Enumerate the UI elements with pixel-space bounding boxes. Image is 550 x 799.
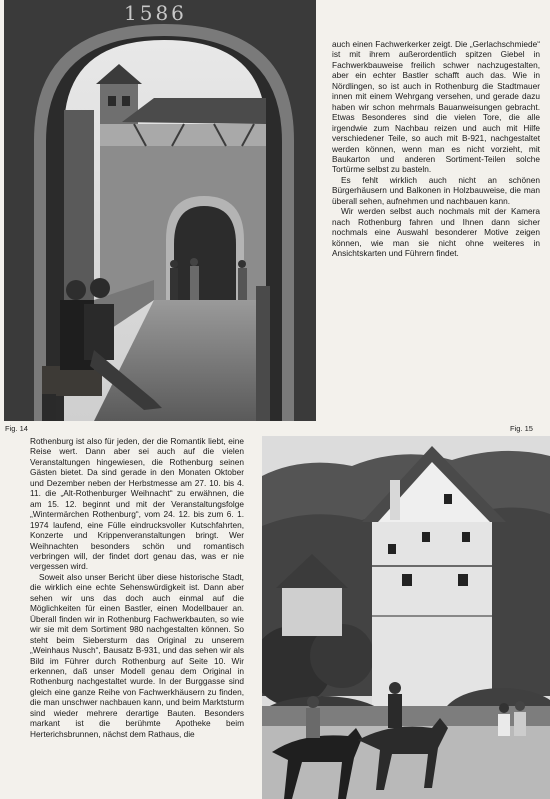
text-column-left — [30, 436, 244, 739]
tower-house-photo-illustration — [262, 436, 550, 799]
paragraph: Rothenburg ist also für jeden, der die Romantik liebt, eine Reise wert. Dann aber sei auch auf die vielen Veranstaltungen hingewiesen, die Rothenburg seinen Gästen bietet. Da sind gerade in den Monaten Oktober und Dezember neben der Herbstmesse am 27. 10. bis 4. 11. die „Alt-Rothenburger Weihnacht“ zu erwähnen, die am 15. 12. beginnt und mit der Veranstaltungsfolge „Wintermärchen Rothenburg“, vom 24. 12. bis zum 6. 1. 1974 laufend, eine Fülle eindrucksvoller Kutschfahrten, Konzerte und Krippenveranstaltungen bringt. Wer Weihnachten besonders schön und romantisch verbringen will, der findet dort genau das, was er nie vergessen wird. — [30, 436, 244, 572]
figure-14-caption: Fig. 14 — [5, 424, 28, 433]
paragraph: Wir werden selbst auch nochmals mit der Kamera nach Rothenburg fahren und Ihnen dann sicher nochmals eine Auswahl besonderer Motive zeigen können, wie man sie nicht ohne weiteres in Ansichtskarten und Führern findet. — [332, 206, 540, 259]
figure-14-gate-photo — [4, 0, 316, 421]
figure-15-tower-house-photo — [262, 436, 550, 799]
arch-date-inscription: 1586 — [124, 1, 187, 25]
gate-photo-illustration — [4, 0, 316, 421]
paragraph: Soweit also unser Bericht über diese historische Stadt, die wirklich eine echte Sehenswürdigkeit ist. Dann aber sehen wir uns das doch auch einmal auf die Möglichkeiten für einen Bastler, einen Modellbauer an. Überall finden wir in Rothenburg Fachwerkbauten, so wie wir sie mit dem Sortiment 980 nachgestalten können. So steht beim Siebersturm das Original zu unserem „Weinhaus Nusch“, Bausatz B-931, und das sehen wir als Bild im Führer durch Rothenburg auf Seite 10. Wir erkennen, daß unser Modell genau dem Original in Rothenburg nachgestaltet wurde. In der Burggasse sind gleich eine ganze Reihe von Fachwerkhäusern zu finden, die man unschwer nachbauen kann, und beim Marktsturm sind wieder mehrere derartige Bauten. Besonders markant ist die berühmte Apotheke beim Herterichsbrunnen, nächst dem Rathaus, die — [30, 571, 244, 739]
text-column-right — [332, 39, 540, 259]
paragraph: auch einen Fachwerkerker zeigt. Die „Gerlachschmiede“ ist mit ihrem außerordentlich spitzen Giebel in Fachwerkbauweise freilich schwer nachzugestalten, aber ein echter Bastler schafft auch das. Wie in Nördlingen, so ist auch in Rothenburg die Stadtmauer innen mit einem Wehrgang versehen, und gerade dazu haben wir schon mehrmals Bauanweisungen gebracht. Etwas Besonderes sind die vielen Tore, die alle irgendwie zum Nachbau reizen und auch mit Hilfe verschiedener Teile, so auch mit B-921, nachgestaltet werden können, wenn man es nicht vorzieht, mit Baukarton und anderen Sortiment-Teilen solche Tortürme selbst zu basteln. — [332, 39, 540, 175]
paragraph: Es fehlt wirklich auch nicht an schönen Bürgerhäusern und Balkonen in Holzbauweise, die man überall sehen, aufnehmen und nachbauen kann. — [332, 174, 540, 206]
figure-15-caption: Fig. 15 — [510, 424, 533, 433]
